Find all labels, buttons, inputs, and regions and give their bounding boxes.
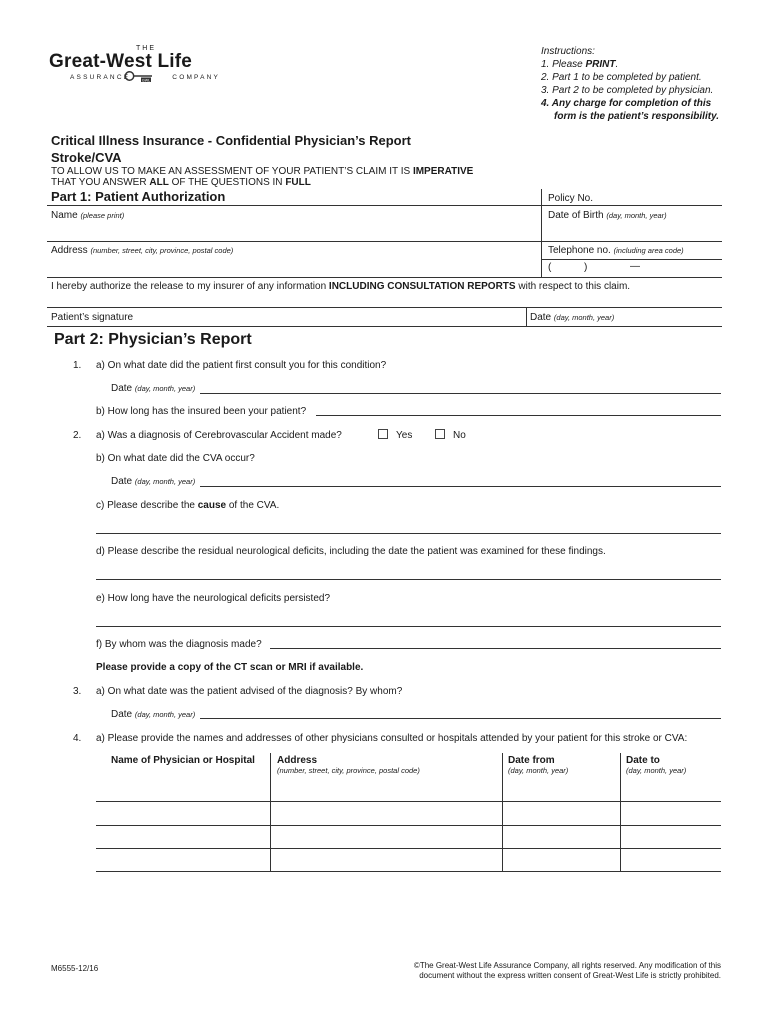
q2d-text: d) Please describe the residual neurological deficits, including the date the patient was examined for these findings. [96, 546, 606, 557]
yes-label: Yes [396, 430, 413, 441]
table-row[interactable] [96, 801, 721, 802]
key-logo-text: GWL [141, 78, 151, 83]
signature-bottom-rule [47, 326, 722, 327]
col-address-hint: (number, street, city, province, postal code) [277, 766, 420, 775]
part2-heading: Part 2: Physician’s Report [54, 331, 252, 348]
ct-scan-note: Please provide a copy of the CT scan or MRI if available. [96, 662, 364, 673]
col-name-header: Name of Physician or Hospital [111, 755, 255, 766]
part1-right-divider [541, 189, 542, 278]
instructions [541, 45, 719, 123]
table-col-divider-3 [620, 753, 621, 872]
col-address-header: Address [277, 755, 318, 766]
patient-signature-field[interactable]: Patient’s signature [51, 312, 134, 323]
dob-field[interactable]: Date of Birth (day, month, year) [548, 210, 667, 221]
q1b-answer-line[interactable] [316, 415, 721, 416]
logo-name: Great-West Life [49, 51, 193, 72]
instruction-3: 3. Part 2 to be completed by physician. [541, 85, 714, 96]
q3-number: 3. [73, 686, 82, 697]
table-row[interactable] [96, 848, 721, 849]
q2f-text: f) By whom was the diagnosis made? [96, 639, 262, 650]
q4a-text: a) Please provide the names and addresses of other physicians consulted or hospitals attended by your patient for this stroke or CVA: [96, 733, 688, 744]
no-checkbox[interactable] [435, 429, 445, 439]
form-title: Critical Illness Insurance - Confidential Physician’s Report [51, 133, 412, 148]
table-col-divider-1 [270, 753, 271, 872]
address-row-rule [47, 277, 722, 278]
q2b-date-label: Date (day, month, year) [111, 476, 196, 487]
phone-close-paren: ) [584, 262, 588, 273]
col-date-to-header: Date to [626, 755, 660, 766]
signature-date-field[interactable]: Date (day, month, year) [530, 312, 615, 323]
col-date-from-hint: (day, month, year) [508, 766, 569, 775]
q2c-text: c) Please describe the cause of the CVA. [96, 500, 280, 511]
key-logo-icon [124, 71, 154, 83]
col-date-to-hint: (day, month, year) [626, 766, 687, 775]
instruction-4b: form is the patient’s responsibility. [554, 111, 720, 122]
logo-the: THE [136, 45, 156, 52]
table-row[interactable] [96, 871, 721, 872]
instruction-2: 2. Part 1 to be completed by patient. [541, 72, 702, 83]
q2f-answer-line[interactable] [270, 648, 721, 649]
authorization-statement: I hereby authorize the release to my insurer of any information INCLUDING CONSULTATION REPORTS with respect to this claim. [51, 281, 631, 292]
q2e-answer-line[interactable] [96, 626, 721, 627]
imperative-notice: TO ALLOW US TO MAKE AN ASSESSMENT OF YOUR PATIENT’S CLAIM IT IS IMPERATIVE THAT YOU ANSWER ALL OF THE QUESTIONS IN FULL [51, 166, 474, 188]
copyright-notice: ©The Great-West Life Assurance Company, all rights reserved. Any modification of this document without the express written consent of Great-West Life is strictly prohibited. [413, 961, 721, 980]
form-subtitle: Stroke/CVA [51, 150, 122, 165]
q3a-date-line[interactable] [200, 718, 721, 719]
q2c-answer-line[interactable] [96, 533, 721, 534]
q1b-text: b) How long has the insured been your patient? [96, 406, 307, 417]
phone-dash: — [630, 261, 640, 272]
instructions-heading: Instructions: [541, 46, 595, 57]
table-col-divider-2 [502, 753, 503, 872]
q4-number: 4. [73, 733, 82, 744]
instruction-1: 1. Please PRINT. [541, 59, 619, 70]
signature-divider [526, 307, 527, 326]
table-row[interactable] [96, 825, 721, 826]
q2-number: 2. [73, 430, 82, 441]
phone-open-paren: ( [548, 262, 552, 273]
telephone-input[interactable] [548, 260, 722, 277]
address-field[interactable]: Address (number, street, city, province, postal code) [51, 245, 234, 256]
signature-top-rule [47, 307, 722, 308]
instruction-4a: 4. Any charge for completion of this [541, 98, 712, 109]
telephone-label: Telephone no. (including area code) [548, 245, 684, 256]
part1-top-rule [47, 205, 722, 206]
logo-assurance: ASSURANCE COMPANY [70, 74, 221, 81]
col-date-from-header: Date from [508, 755, 555, 766]
q3a-date-label: Date (day, month, year) [111, 709, 196, 720]
q1a-text: a) On what date did the patient first consult you for this condition? [96, 360, 387, 371]
q2a-text: a) Was a diagnosis of Cerebrovascular Accident made? [96, 430, 342, 441]
q1a-date-label: Date (day, month, year) [111, 383, 196, 394]
q1a-date-line[interactable] [200, 393, 721, 394]
no-label: No [453, 430, 466, 441]
q3a-text: a) On what date was the patient advised of the diagnosis? By whom? [96, 686, 403, 697]
yes-checkbox[interactable] [378, 429, 388, 439]
name-field[interactable]: Name (please print) [51, 210, 125, 221]
q2b-date-line[interactable] [200, 486, 721, 487]
part1-heading: Part 1: Patient Authorization [51, 189, 226, 204]
q2e-text: e) How long have the neurological deficits persisted? [96, 593, 331, 604]
q2b-text: b) On what date did the CVA occur? [96, 453, 255, 464]
name-row-rule [47, 241, 722, 242]
policy-no-field[interactable]: Policy No. [548, 193, 594, 204]
q2d-answer-line[interactable] [96, 579, 721, 580]
q1-number: 1. [73, 360, 82, 371]
form-code: M6555-12/16 [51, 964, 99, 973]
